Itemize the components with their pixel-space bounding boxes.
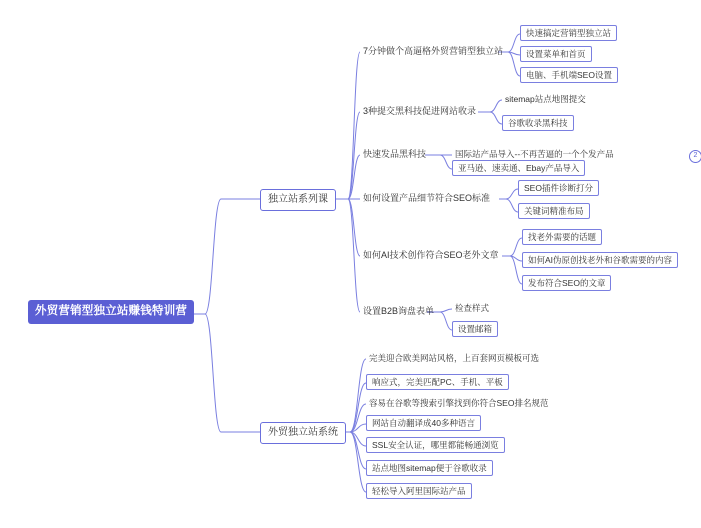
leaf-node-euro-american-style[interactable]: 完美迎合欧美网站风格，上百套网页模板可选 — [369, 353, 540, 363]
topic-node-ai-seo-article[interactable]: 如何AI技术创作符合SEO老外文章 — [363, 250, 499, 260]
leaf-node-menu-homepage[interactable]: 设置菜单和首页 — [520, 46, 592, 62]
leaf-node-responsive-devices[interactable]: 响应式，完美匹配PC、手机、平板 — [366, 374, 509, 390]
count-badge: 2 — [689, 150, 701, 163]
branch-node-duli-zhan-xilieke[interactable]: 独立站系列课 — [260, 189, 336, 211]
leaf-node-search-engine-friendly[interactable]: 容易在谷歌等搜索引擎找到你符合SEO排名规范 — [369, 398, 549, 408]
leaf-node-auto-translate[interactable]: 网站自动翻译成40多种语言 — [366, 415, 481, 431]
leaf-node-sitemap-submit[interactable]: sitemap站点地图提交 — [505, 94, 586, 104]
leaf-node-ai-rewrite-content[interactable]: 如何AI伪原创找老外和谷歌需要的内容 — [522, 252, 678, 268]
leaf-node-keyword-layout[interactable]: 关键词精准布局 — [518, 203, 590, 219]
leaf-node-pc-mobile-seo[interactable]: 电脑、手机端SEO设置 — [520, 67, 618, 83]
leaf-node-find-topics[interactable]: 找老外需要的话题 — [522, 229, 602, 245]
leaf-node-publish-seo-article[interactable]: 发布符合SEO的文章 — [522, 275, 611, 291]
leaf-node-international-import[interactable]: 国际站产品导入--不再苦逼的一个个发产品 — [455, 149, 614, 159]
topic-node-product-detail-seo[interactable]: 如何设置产品细节符合SEO标准 — [363, 193, 491, 203]
topic-node-3-submission-hacks[interactable]: 3种提交黑科技促进网站收录 — [363, 106, 477, 116]
topic-node-b2b-inquiry-form[interactable]: 设置B2B询盘表单 — [363, 306, 435, 316]
branch-node-waimao-duli-zhan-xitong[interactable]: 外贸独立站系统 — [260, 422, 346, 444]
leaf-node-seo-plugin-score[interactable]: SEO插件诊断打分 — [518, 180, 599, 196]
topic-node-fast-publish-hack[interactable]: 快速发品黑科技 — [363, 149, 427, 159]
root-node[interactable]: 外贸营销型独立站赚钱特训营 — [28, 300, 194, 324]
leaf-node-set-mailbox[interactable]: 设置邮箱 — [452, 321, 498, 337]
leaf-node-amazon-aliexpress-ebay-import[interactable]: 亚马逊、速卖通、Ebay产品导入 — [452, 160, 585, 176]
leaf-node-sitemap-google-index[interactable]: 站点地图sitemap便于谷歌收录 — [366, 460, 493, 476]
leaf-node-check-style[interactable]: 检查样式 — [455, 303, 490, 313]
leaf-node-ssl-certificate[interactable]: SSL安全认证，哪里都能畅通浏览 — [366, 437, 505, 453]
leaf-node-quick-marketing-site[interactable]: 快速搞定营销型独立站 — [520, 25, 617, 41]
topic-node-7-minutes-site[interactable]: 7分钟做个高逼格外贸营销型独立站 — [363, 46, 504, 56]
leaf-node-alibaba-import[interactable]: 轻松导入阿里国际站产品 — [366, 483, 472, 499]
leaf-node-google-index-hack[interactable]: 谷歌收录黑科技 — [502, 115, 574, 131]
